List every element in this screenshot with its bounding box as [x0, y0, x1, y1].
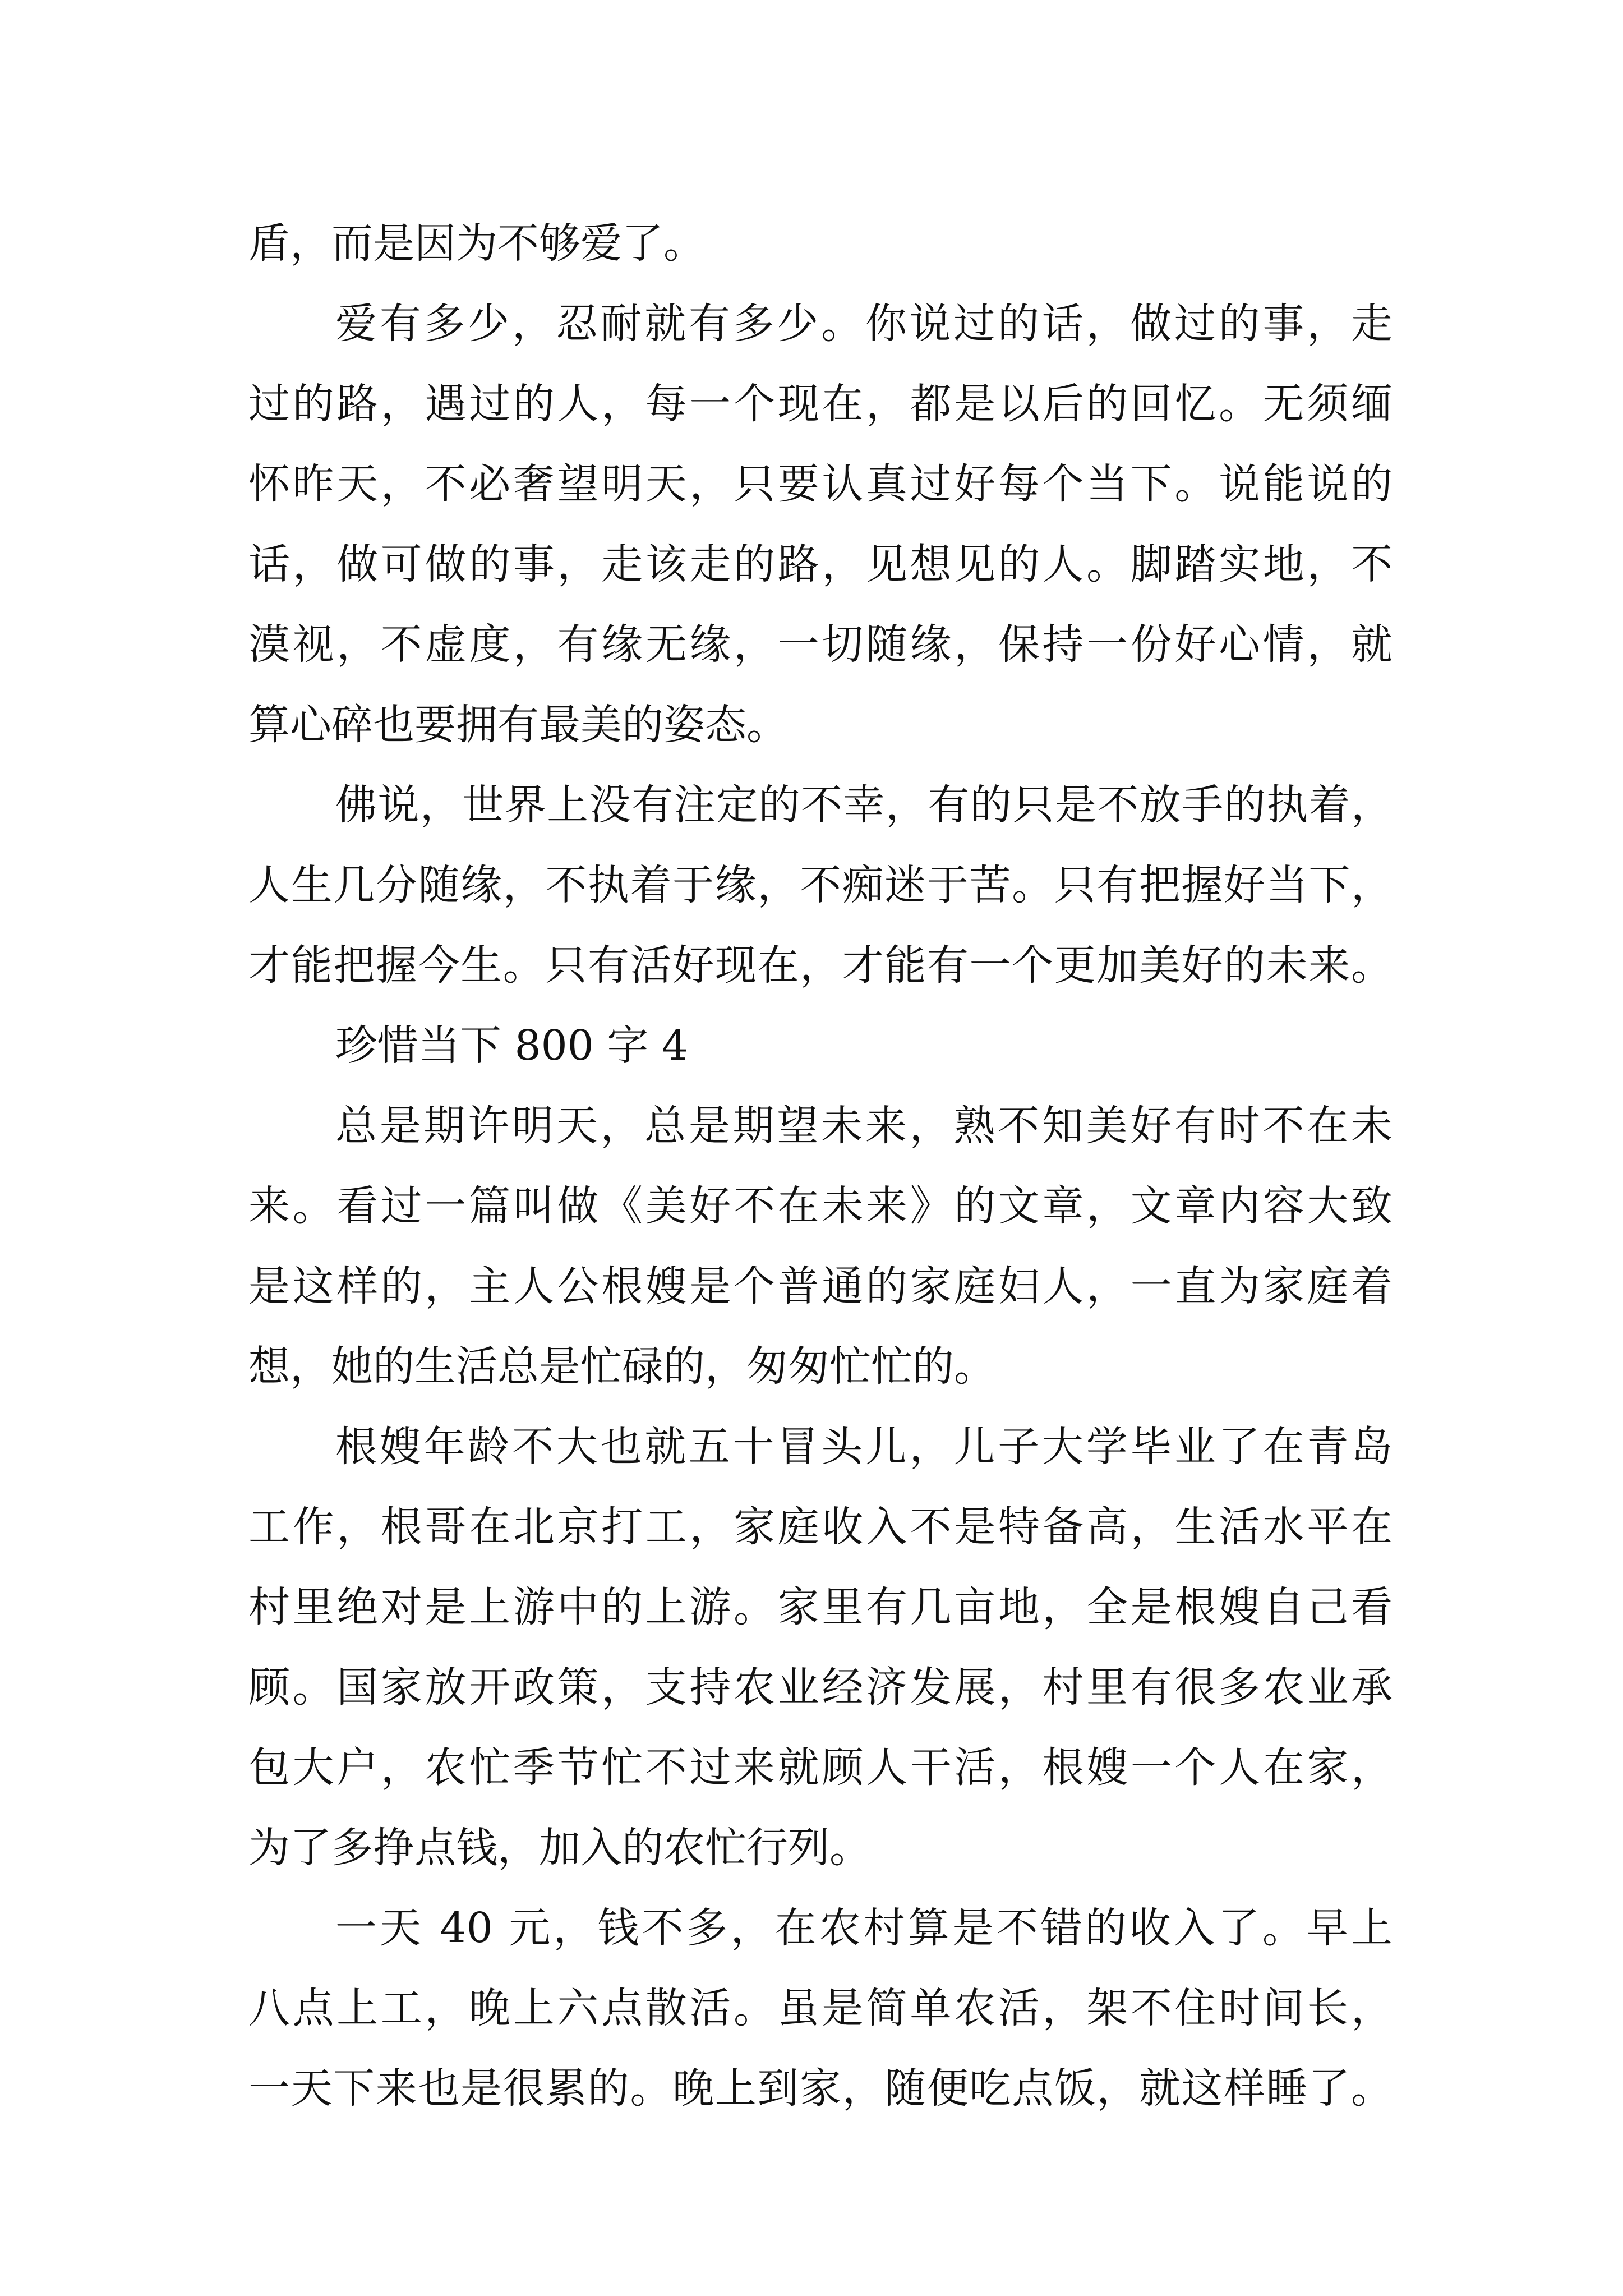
text-line: 过的路，遇过的人，每一个现在，都是以后的回忆。无须缅	[248, 380, 1393, 428]
text-line: 来。看过一篇叫做《美好不在未来》的文章，文章内容大致	[248, 1182, 1393, 1230]
paragraph-first-line: 一天 40 元，钱不多，在农村算是不错的收入了。早上	[335, 1904, 1393, 1952]
text-line: 算心碎也要拥有最美的姿态。	[248, 701, 788, 749]
text-line: 怀昨天，不必奢望明天，只要认真过好每个当下。说能说的	[248, 460, 1393, 508]
text-line: 包大户，农忙季节忙不过来就顾人干活，根嫂一个人在家，	[248, 1743, 1393, 1792]
paragraph-first-line: 爱有多少，忍耐就有多少。你说过的话，做过的事，走	[335, 300, 1393, 348]
text-line: 盾，而是因为不够爱了。	[248, 219, 705, 268]
section-heading: 珍惜当下 800 字 4	[335, 1022, 688, 1070]
text-line: 话，做可做的事，走该走的路，见想见的人。脚踏实地，不	[248, 540, 1393, 588]
text-line: 想，她的生活总是忙碌的，匆匆忙忙的。	[248, 1342, 995, 1391]
text-line: 工作，根哥在北京打工，家庭收入不是特备高，生活水平在	[248, 1503, 1393, 1551]
text-line: 人生几分随缘，不执着于缘，不痴迷于苦。只有把握好当下，	[248, 861, 1393, 909]
text-line: 为了多挣点钱，加入的农忙行列。	[248, 1824, 871, 1872]
paragraph-first-line: 总是期许明天，总是期望未来，熟不知美好有时不在未	[335, 1102, 1393, 1150]
text-line: 一天下来也是很累的。晚上到家，随便吃点饭，就这样睡了。	[248, 2064, 1393, 2113]
text-line: 顾。国家放开政策，支持农业经济发展，村里有很多农业承	[248, 1663, 1393, 1711]
text-line: 八点上工，晚上六点散活。虽是简单农活，架不住时间长，	[248, 1984, 1393, 2032]
paragraph-first-line: 佛说，世界上没有注定的不幸，有的只是不放手的执着，	[335, 781, 1393, 829]
paragraph-first-line: 根嫂年龄不大也就五十冒头儿，儿子大学毕业了在青岛	[335, 1423, 1393, 1471]
text-line: 才能把握今生。只有活好现在，才能有一个更加美好的未来。	[248, 941, 1393, 990]
document-body	[248, 204, 1393, 2129]
text-line: 漠视，不虚度，有缘无缘，一切随缘，保持一份好心情，就	[248, 620, 1393, 669]
text-line: 是这样的，主人公根嫂是个普通的家庭妇人，一直为家庭着	[248, 1262, 1393, 1310]
text-line: 村里绝对是上游中的上游。家里有几亩地，全是根嫂自己看	[248, 1583, 1393, 1631]
